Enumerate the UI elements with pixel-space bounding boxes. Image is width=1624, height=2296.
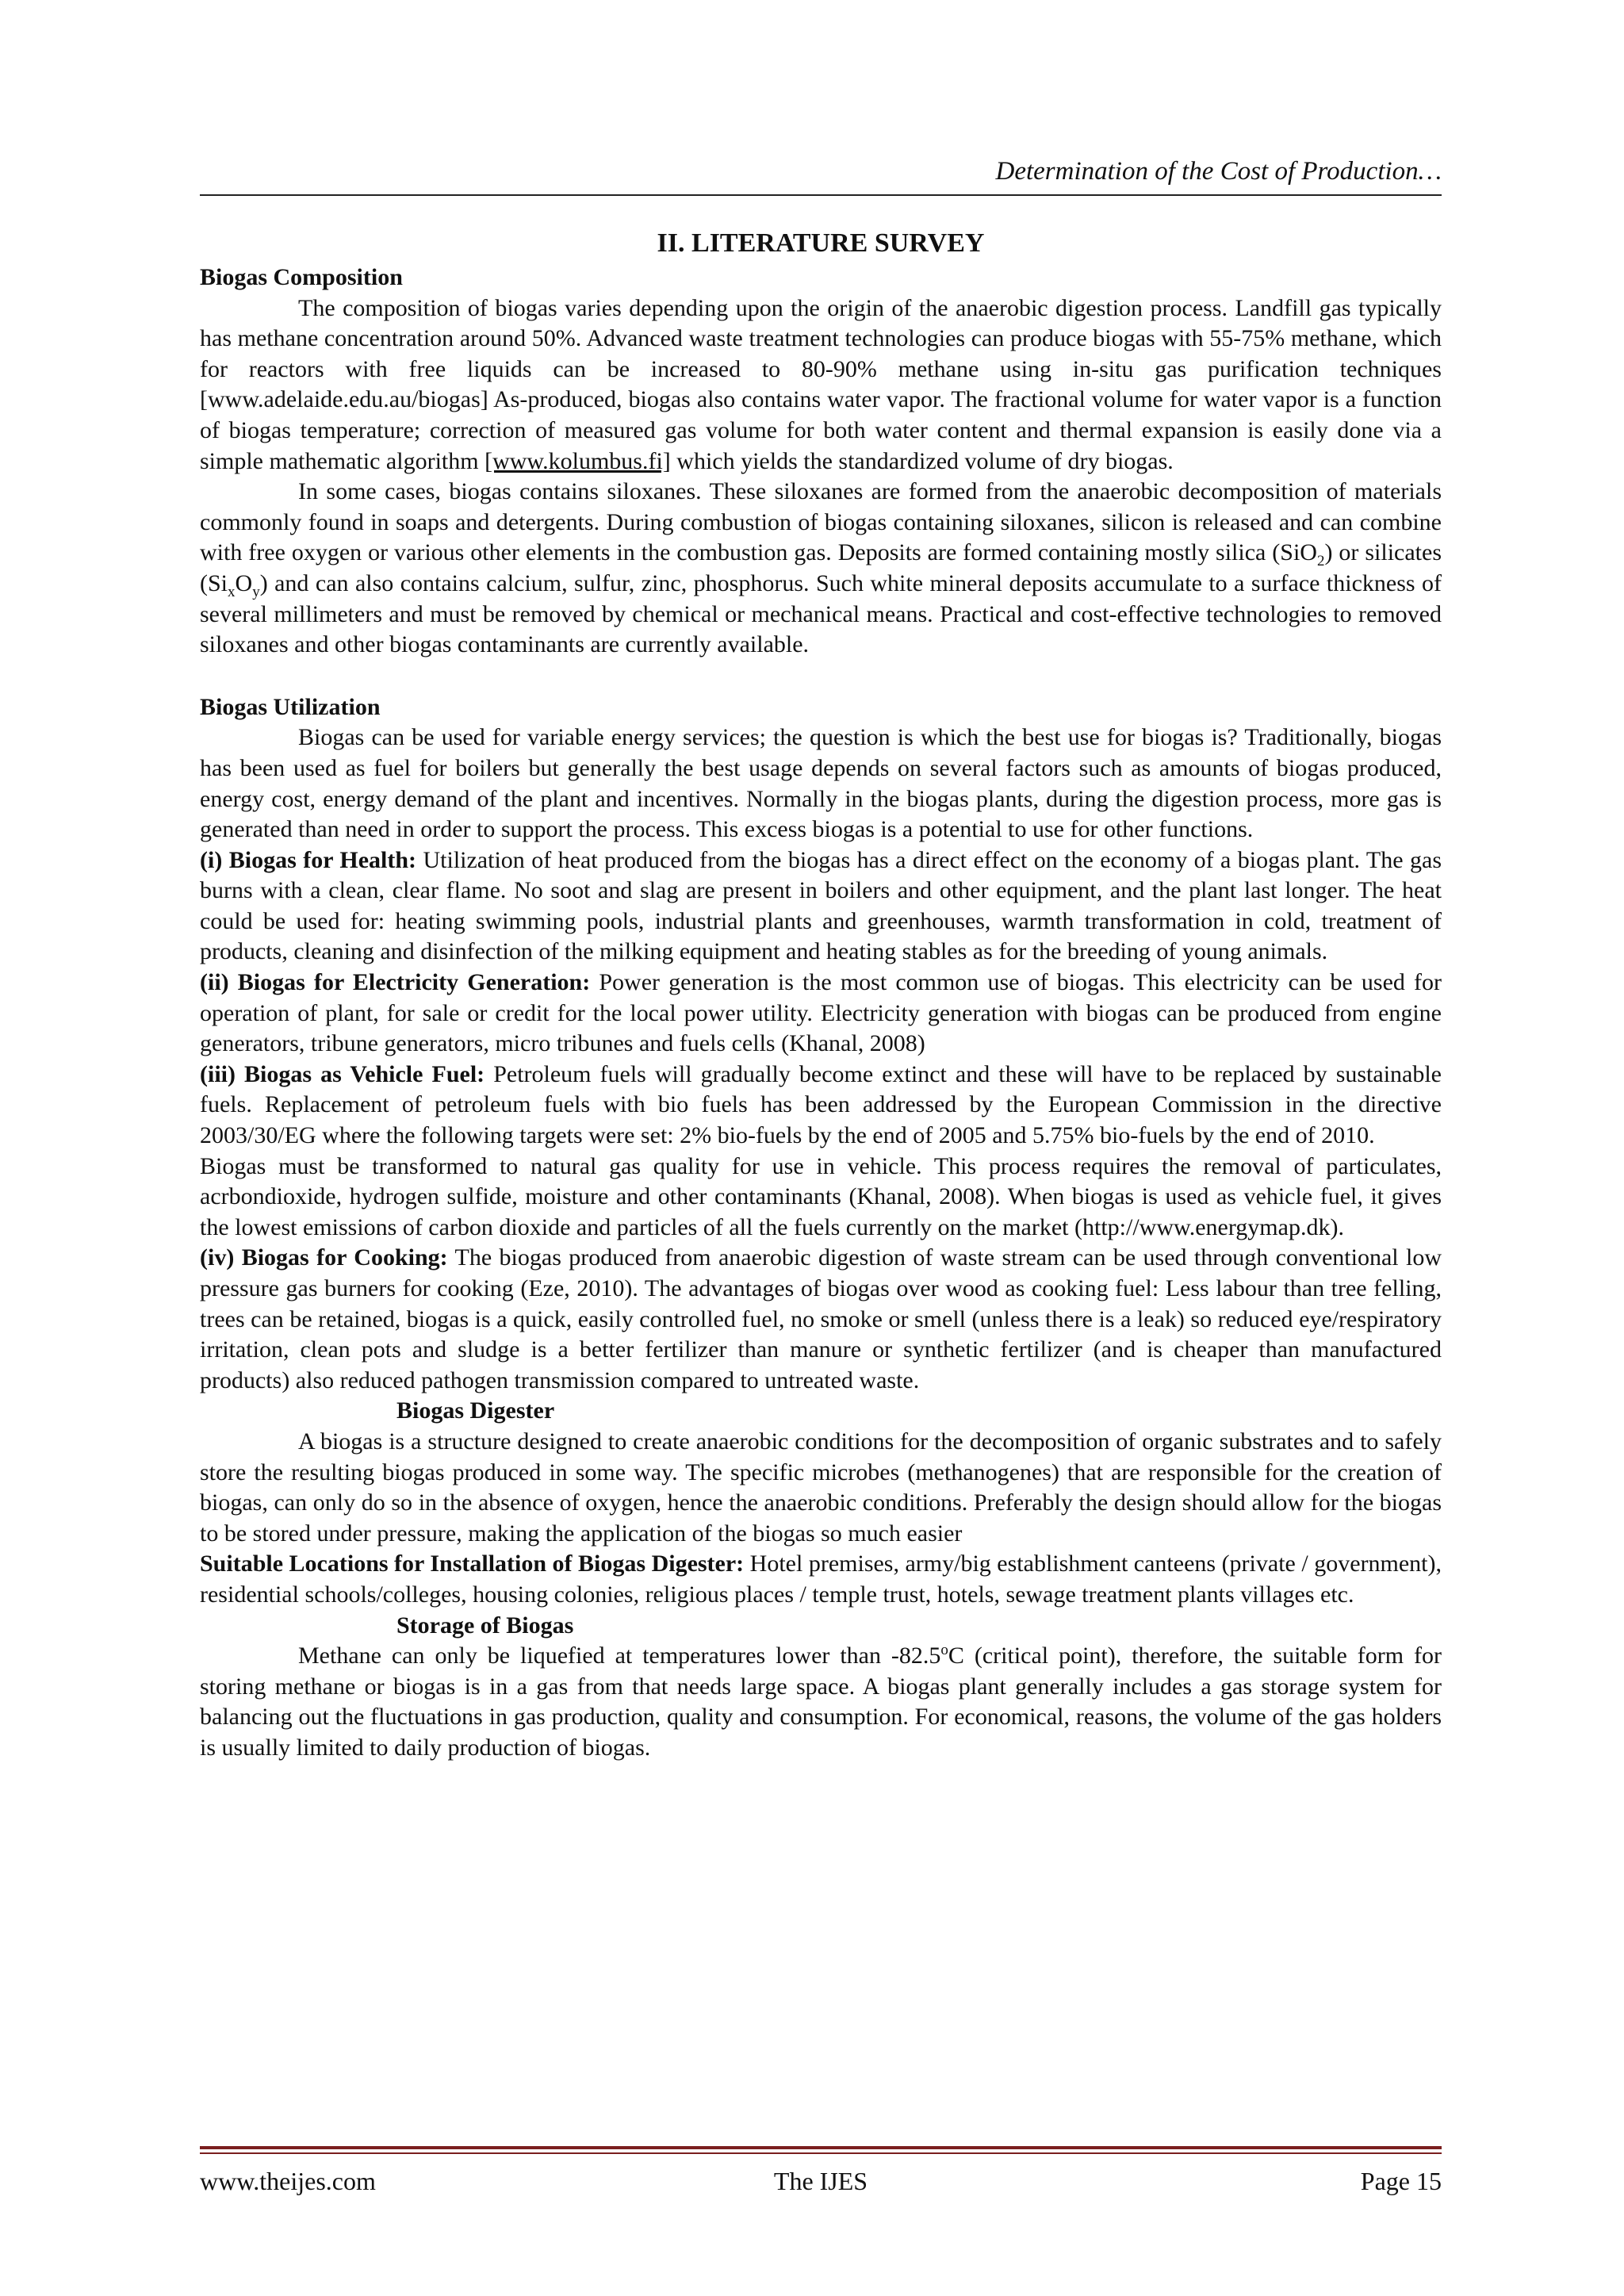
paragraph-composition-1: [200, 293, 1442, 477]
paragraph-utilization-1: Biogas can be used for variable energy services; the question is which the best use for biogas is? Traditionally, biogas has been used as fuel for boilers but generally the best usage depends on several factors such as amounts of biogas produced, energy cost, energy demand of the plant and incentives. Normally in the biogas plants, during the digestion process, more gas is generated than need in order to support the process. This excess biogas is a potential to use for other functions.: [200, 724, 1442, 843]
text-run: Utilization of heat produced from the biogas has a direct effect on the economy of a biogas plant. The gas burns with a clean, clear flame. No soot and slag are present in boilers and other equipment, and the plant last longer. The heat could be used for: heating swimming pools, industrial plants and greenhouses, warmth transformation in cold, treatment of products, cleaning and disinfection of the milking equipment and heating stables as for the breeding of young animals.: [200, 846, 1442, 965]
heading-storage-of-biogas: Storage of Biogas: [396, 1612, 574, 1639]
text-run: Hotel premises, army/big establishment canteens (private / government), residential schools/colleges, housing colonies, religious places / temple trust, hotels, sewage treatment plants villages etc.: [200, 1550, 1442, 1608]
label-biogas-vehicle: (iii) Biogas as Vehicle Fuel:: [200, 1060, 485, 1087]
text-run: Methane can only be liquefied at temperatures lower than -82.5: [298, 1642, 941, 1669]
heading-biogas-utilization: Biogas Utilization: [200, 693, 381, 720]
superscript-degree: o: [940, 1642, 948, 1659]
subscript: y: [252, 583, 260, 600]
heading-biogas-digester: Biogas Digester: [396, 1397, 555, 1424]
text-run: which yields the standardized volume of dry biogas.: [670, 447, 1174, 474]
running-head: Determination of the Cost of Production…: [995, 157, 1442, 186]
text-run: The biogas produced from anaerobic digestion of waste stream can be used through conventional low pressure gas burners for cooking (Eze, 2010). The advantages of biogas over wood as cooking fuel: Less labour than tree felling, trees can be retained, biogas is a quick, easily controlled fuel, no smoke or smell (unless there is a leak) so reduced eye/respiratory irritation, clean pots and sludge is a better fertilizer than manure or synthetic fertilizer (and is cheaper than manufactured products) also reduced pathogen transmission compared to untreated waste.: [200, 1244, 1442, 1393]
paragraph-cooking: [200, 1243, 1442, 1396]
footer-website[interactable]: www.theijes.com: [200, 2167, 376, 2195]
subscript: x: [228, 583, 236, 600]
reference-kolumbus-link[interactable]: [www.kolumbus.fi]: [485, 447, 671, 474]
paragraph-storage-1: [200, 1641, 1442, 1763]
text-run: ) or silicates (Si: [200, 539, 1442, 596]
section-title: II. LITERATURE SURVEY: [657, 228, 985, 258]
text-run: O: [235, 569, 253, 596]
header-rule: [200, 194, 1442, 196]
text-run: Petroleum fuels will gradually become extinct and these will have to be replaced by sustainable fuels. Replacement of petroleum fuels with bio fuels has been addressed by the European Commission in the directive 2003/30/EG where the following targets were set: 2% bio-fuels by the end of 2005 and 5.75% bio-fuels by the end of 2010.: [200, 1060, 1442, 1149]
paragraph-locations: [200, 1549, 1442, 1610]
page-body: [200, 226, 1442, 1764]
subscript: 2: [1316, 553, 1325, 570]
reference-adelaide: [www.adelaide.edu.au/biogas]: [200, 386, 488, 413]
label-biogas-electricity: (ii) Biogas for Electricity Generation:: [200, 969, 591, 996]
text-run: ) and can also contains calcium, sulfur, zinc, phosphorus. Such white mineral deposits accumulate to a surface thickness of several millimeters and must be removed by chemical or mechanical means. Practical and cost-effective technologies to removed siloxanes and other biogas contaminants are currently available.: [200, 569, 1442, 658]
text-run: Power generation is the most common use of biogas. This electricity can be used for operation of plant, for sale or credit for the local power utility. Electricity generation with biogas can be produced from engine generators, tribune generators, micro tribunes and fuels cells (Khanal, 2008): [200, 969, 1442, 1057]
paragraph-electricity: [200, 968, 1442, 1060]
paragraph-composition-2: [200, 477, 1442, 661]
footer-page-number: Page 15: [1360, 2167, 1442, 2195]
spacer: [200, 661, 1442, 692]
label-suitable-locations: Suitable Locations for Installation of Biogas Digester:: [200, 1550, 745, 1577]
footer-journal: The IJES: [773, 2167, 868, 2195]
label-biogas-cooking: (iv) Biogas for Cooking:: [200, 1244, 448, 1271]
text-run: As-produced, biogas also contains water vapor. The fractional volume for water vapor is a function of biogas temperature; correction of measured gas volume for both water content and thermal expansion is easily done via a simple mathematic algorithm: [200, 386, 1442, 474]
label-biogas-health: (i) Biogas for Health:: [200, 846, 417, 873]
paragraph-vehicle: [200, 1060, 1442, 1152]
text-run: C (critical point), therefore, the suitable form for storing methane or biogas is in a gas from that needs large space. A biogas plant generally includes a gas storage system for balancing out the fluctuations in gas production, quality and consumption. For economical, reasons, the volume of the gas holders is usually limited to daily production of biogas.: [200, 1642, 1442, 1761]
text-run: In some cases, biogas contains siloxanes. These siloxanes are formed from the anaerobic decomposition of materials commonly found in soaps and detergents. During combustion of biogas containing siloxanes, silicon is released and can combine with free oxygen or various other elements in the combustion gas. Deposits are formed containing mostly silica (SiO: [200, 478, 1442, 566]
heading-biogas-composition: Biogas Composition: [200, 264, 403, 290]
footer-rule-thin: [200, 2152, 1442, 2154]
paragraph-health: [200, 845, 1442, 968]
text-run: The composition of biogas varies depending upon the origin of the anaerobic digestion process. Landfill gas typically has methane concentration around 50%. Advanced waste treatment technologies can produce biogas with 55-75% methane, which for reactors with free liquids can be increased to 80-90% methane using in-situ gas purification techniques: [200, 294, 1442, 382]
footer-rule-thick: [200, 2146, 1442, 2149]
paragraph-vehicle-2: Biogas must be transformed to natural gas quality for use in vehicle. This process requires the removal of particulates, acrbondioxide, hydrogen sulfide, moisture and other contaminants (Khanal, 2008). When biogas is used as vehicle fuel, it gives the lowest emissions of carbon dioxide and particles of all the fuels currently on the market (http://www.energymap.dk).: [200, 1152, 1442, 1240]
paragraph-digester-1: A biogas is a structure designed to create anaerobic conditions for the decomposition of organic substrates and to safely store the resulting biogas produced in some way. The specific microbes (methanogenes) that are responsible for the creation of biogas, can only do so in the absence of oxygen, hence the anaerobic conditions. Preferably the design should allow for the biogas to be stored under pressure, making the application of the biogas so much easier: [200, 1428, 1442, 1547]
